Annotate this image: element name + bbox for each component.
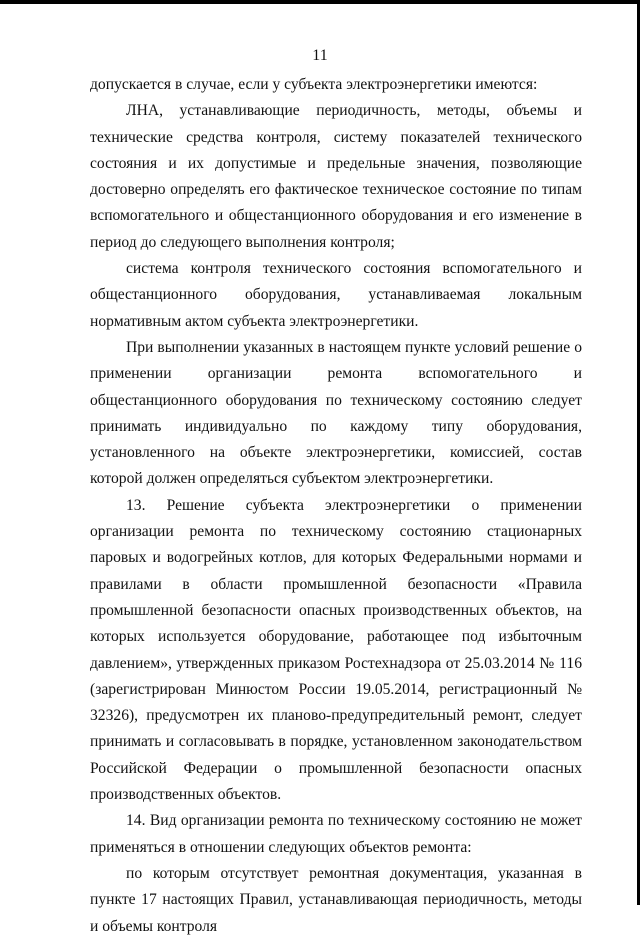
paragraph-intro: допускается в случае, если у субъекта электроэнергетики имеются: xyxy=(90,76,538,93)
scan-edge-top xyxy=(0,0,640,4)
paragraph-item-14: 14. Вид организации ремонта по техническому состоянию не может применяться в отношении следующих объектов ремонта: xyxy=(90,812,582,856)
paragraph-conditions: При выполнении указанных в настоящем пункте условий решение о применении организации ремонта вспомогательного и общестанционного оборудования по техническому состоянию следует принимать индивидуально по каждому типу оборудования, установленного на объекте электроэнергетики, комиссией, состав которой должен определяться субъектом электроэнергетики. xyxy=(90,338,582,488)
paragraph-control-system: система контроля технического состояния вспомогательного и общестанционного оборудования, устанавливаемая локальным нормативным актом субъекта электроэнергетики. xyxy=(90,260,582,330)
paragraph-item-13: 13. Решение субъекта электроэнергетики о применении организации ремонта по техническому состоянию стационарных паровых и водогрейных котлов, для которых Федеральными нормами и правилами в области промышленной безопасности «Правила промышленной безопасности опасных производственных объектов, на которых используется оборудование, работающее под избыточным давлением», утвержденных приказом Ростехнадзора от 25.03.2014 № 116 (зарегистрирован Минюстом России 19.05.2014, регистрационный № 32326), предусмотрен их планово-предупредительный ремонт, следует принимать и согласовывать в порядке, установленном законодательством Российской Федерации о промышленной безопасности опасных производственных объектов. xyxy=(90,496,582,804)
document-body xyxy=(90,72,582,940)
page-number: 11 xyxy=(312,47,328,64)
paragraph-lna: ЛНА, устанавливающие периодичность, методы, объемы и технические средства контроля, систему показателей технического состояния и их допустимые и предельные значения, позволяющие достоверно определять его фактическое техническое состояние по типам вспомогательного и общестанционного оборудования и его изменение в период до следующего выполнения контроля; xyxy=(90,102,582,251)
paragraph-no-documentation: по которым отсутствует ремонтная документация, указанная в пункте 17 настоящих Правил, устанавливающая периодичность, методы и объемы контроля xyxy=(90,864,582,935)
